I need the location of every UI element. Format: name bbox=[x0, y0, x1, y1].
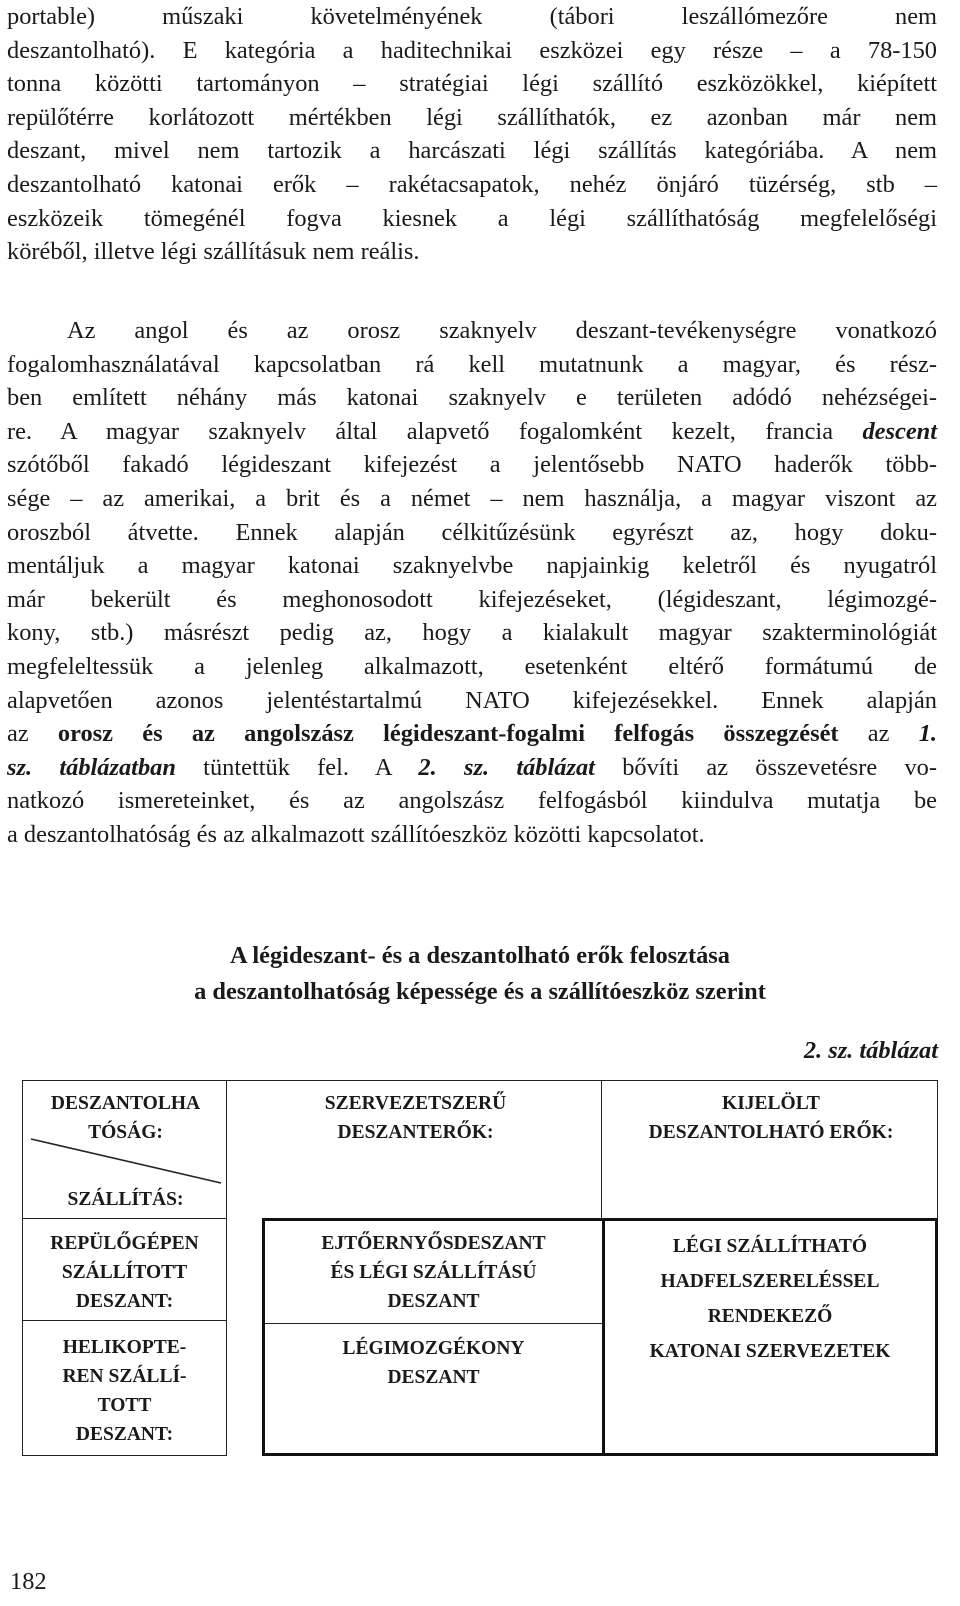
cell-text: LÉGIMOZGÉKONY bbox=[342, 1338, 525, 1359]
text-line: szótőből fakadó légideszant kifejezést a jelentősebb NATO haderők több- bbox=[7, 451, 937, 479]
cell-text: HADFELSZERELÉSSEL bbox=[660, 1271, 880, 1292]
row-header-text: TOTT bbox=[97, 1395, 152, 1416]
corner-header-bottom bbox=[23, 1181, 228, 1221]
text-line: Az angol és az orosz szaknyelv deszant-tevékenységre vonatkozó bbox=[67, 317, 937, 344]
text-line: deszantolható katonai erők – rakétacsapatok, nehéz önjáró tüzérség, stb – bbox=[7, 170, 937, 198]
emphasis-table-ref: 1. bbox=[918, 720, 937, 748]
column-header-text: DESZANTOLHATÓ ERŐK: bbox=[648, 1122, 894, 1143]
text-run: bővíti az összevetésre vo- bbox=[594, 753, 937, 781]
text-line: oroszból átvette. Ennek alapján célkitűzésünk egyrészt az, hogy doku- bbox=[7, 518, 937, 546]
cell-text: ÉS LÉGI SZÁLLÍTÁSÚ bbox=[330, 1262, 537, 1283]
cell-text: LÉGI SZÁLLÍTHATÓ bbox=[672, 1236, 868, 1257]
corner-header-text: DESZANTOLHA bbox=[50, 1093, 201, 1114]
row-header-text: REN SZÁLLÍ- bbox=[62, 1366, 187, 1387]
text-line: köréből, illetve légi szállításuk nem reális. bbox=[7, 238, 420, 266]
cell-airmobile bbox=[262, 1322, 605, 1456]
row-header-text: REPÜLŐGÉPEN bbox=[50, 1233, 199, 1254]
text-line: mentáljuk a magyar katonai szaknyelvbe napjainkig keletről és nyugatról bbox=[7, 552, 937, 580]
row-header-airplane bbox=[22, 1218, 227, 1322]
row-header-text: DESZANT: bbox=[75, 1424, 174, 1445]
row-header-text: DESZANT: bbox=[75, 1291, 174, 1312]
corner-header-text: TÓSÁG: bbox=[88, 1122, 163, 1143]
text-line: a deszantolhatóság és az alkalmazott szállítóeszköz közötti kapcsolatot. bbox=[7, 820, 705, 848]
page-number: 182 bbox=[10, 1568, 47, 1595]
column-header-text: SZERVEZETSZERŰ bbox=[324, 1093, 507, 1114]
text-line: natkozó ismereteinket, és az angolszász felfogásból kiindulva mutatja be bbox=[7, 787, 937, 815]
text-line: alapvetően azonos jelentéstartalmú NATO kifejezésekkel. Ennek alapján bbox=[7, 686, 937, 714]
cell-text: DESZANT bbox=[387, 1367, 480, 1388]
emphasis-descent: descent bbox=[862, 417, 937, 445]
text-line bbox=[7, 415, 937, 449]
table-header bbox=[22, 1080, 938, 1220]
cell-text: EJTŐERNYŐSDESZANT bbox=[321, 1233, 546, 1254]
text-line: repülőtérre korlátozott mértékben légi szállíthatók, ez azonban már nem bbox=[7, 103, 937, 131]
column-divider bbox=[601, 1081, 602, 1220]
text-line: ben említett néhány más katonai szaknyelv e területen adódó nehézségei- bbox=[7, 384, 937, 412]
text-line bbox=[7, 717, 937, 751]
text-line: deszantolható). E kategória a haditechnikai eszközei egy része – a 78-150 bbox=[7, 36, 937, 64]
column-header-text: DESZANTERŐK: bbox=[337, 1122, 494, 1143]
column-header-organic bbox=[228, 1081, 603, 1221]
emphasis-bold: orosz és az angolszász légideszant-fogalmi felfogás összegzését bbox=[57, 720, 839, 748]
paragraph-2 bbox=[7, 314, 937, 852]
text-run: tüntettük fel. A bbox=[175, 753, 419, 781]
row-header-helicopter bbox=[22, 1320, 227, 1456]
text-line: kony, stb.) másrészt pedig az, hogy a kialakult magyar szakterminológiát bbox=[7, 619, 937, 647]
column-header-designated bbox=[603, 1081, 939, 1221]
text-line: portable) műszaki követelményének (tábori leszállómezőre nem bbox=[7, 3, 937, 30]
text-line: megfeleltessük a jelenleg alkalmazott, esetenként eltérő formátumú de bbox=[7, 652, 937, 680]
text-line: sége – az amerikai, a brit és a német – nem használja, a magyar viszont az bbox=[7, 484, 937, 512]
text-line: eszközeik tömegénél fogva kiesnek a légi szállíthatóság megfelelőségi bbox=[7, 204, 937, 232]
cell-text: KATONAI SZERVEZETEK bbox=[649, 1341, 891, 1362]
text-line: fogalomhasználatával kapcsolatban rá kell mutatnunk a magyar, és rész- bbox=[7, 350, 937, 378]
corner-header-text: SZÁLLÍTÁS: bbox=[67, 1189, 184, 1210]
table-title-line-2: a deszantolhatóság képessége és a szállítóeszköz szerint bbox=[194, 978, 766, 1005]
table-title bbox=[0, 938, 960, 1010]
table-body bbox=[22, 1218, 938, 1456]
text-line: deszant, mivel nem tartozik a harcászati légi szállítás kategóriába. A nem bbox=[7, 137, 937, 165]
column-header-text: KIJELÖLT bbox=[722, 1093, 820, 1114]
cell-text: RENDEKEZŐ bbox=[707, 1306, 833, 1327]
text-line bbox=[7, 751, 937, 785]
row-header-text: HELIKOPTE- bbox=[62, 1337, 187, 1358]
cell-text: DESZANT bbox=[387, 1291, 480, 1312]
emphasis-table-ref: sz. táblázatban bbox=[7, 753, 176, 781]
paragraph-1 bbox=[7, 0, 937, 269]
table-title-line-1: A légideszant- és a deszantolható erők felosztása bbox=[230, 942, 730, 969]
text-line: tonna közötti tartományon – stratégiai légi szállító eszközökkel, kiépített bbox=[7, 70, 937, 98]
column-divider bbox=[226, 1081, 227, 1220]
cell-air-transportable-units bbox=[602, 1218, 938, 1456]
table-reference: 2. sz. táblázat bbox=[803, 1037, 938, 1064]
text-run: az bbox=[7, 720, 58, 748]
text-line: már bekerült és meghonosodott kifejezéseket, (légideszant, légimozgé- bbox=[7, 585, 937, 613]
cell-parachute-airlanded bbox=[262, 1218, 605, 1324]
row-header-text: SZÁLLÍTOTT bbox=[61, 1262, 188, 1283]
emphasis-table-ref: 2. sz. táblázat bbox=[418, 753, 595, 781]
text-run: re. A magyar szaknyelv által alapvető fogalomként kezelt, francia bbox=[7, 417, 863, 445]
text-run: az bbox=[838, 720, 919, 748]
